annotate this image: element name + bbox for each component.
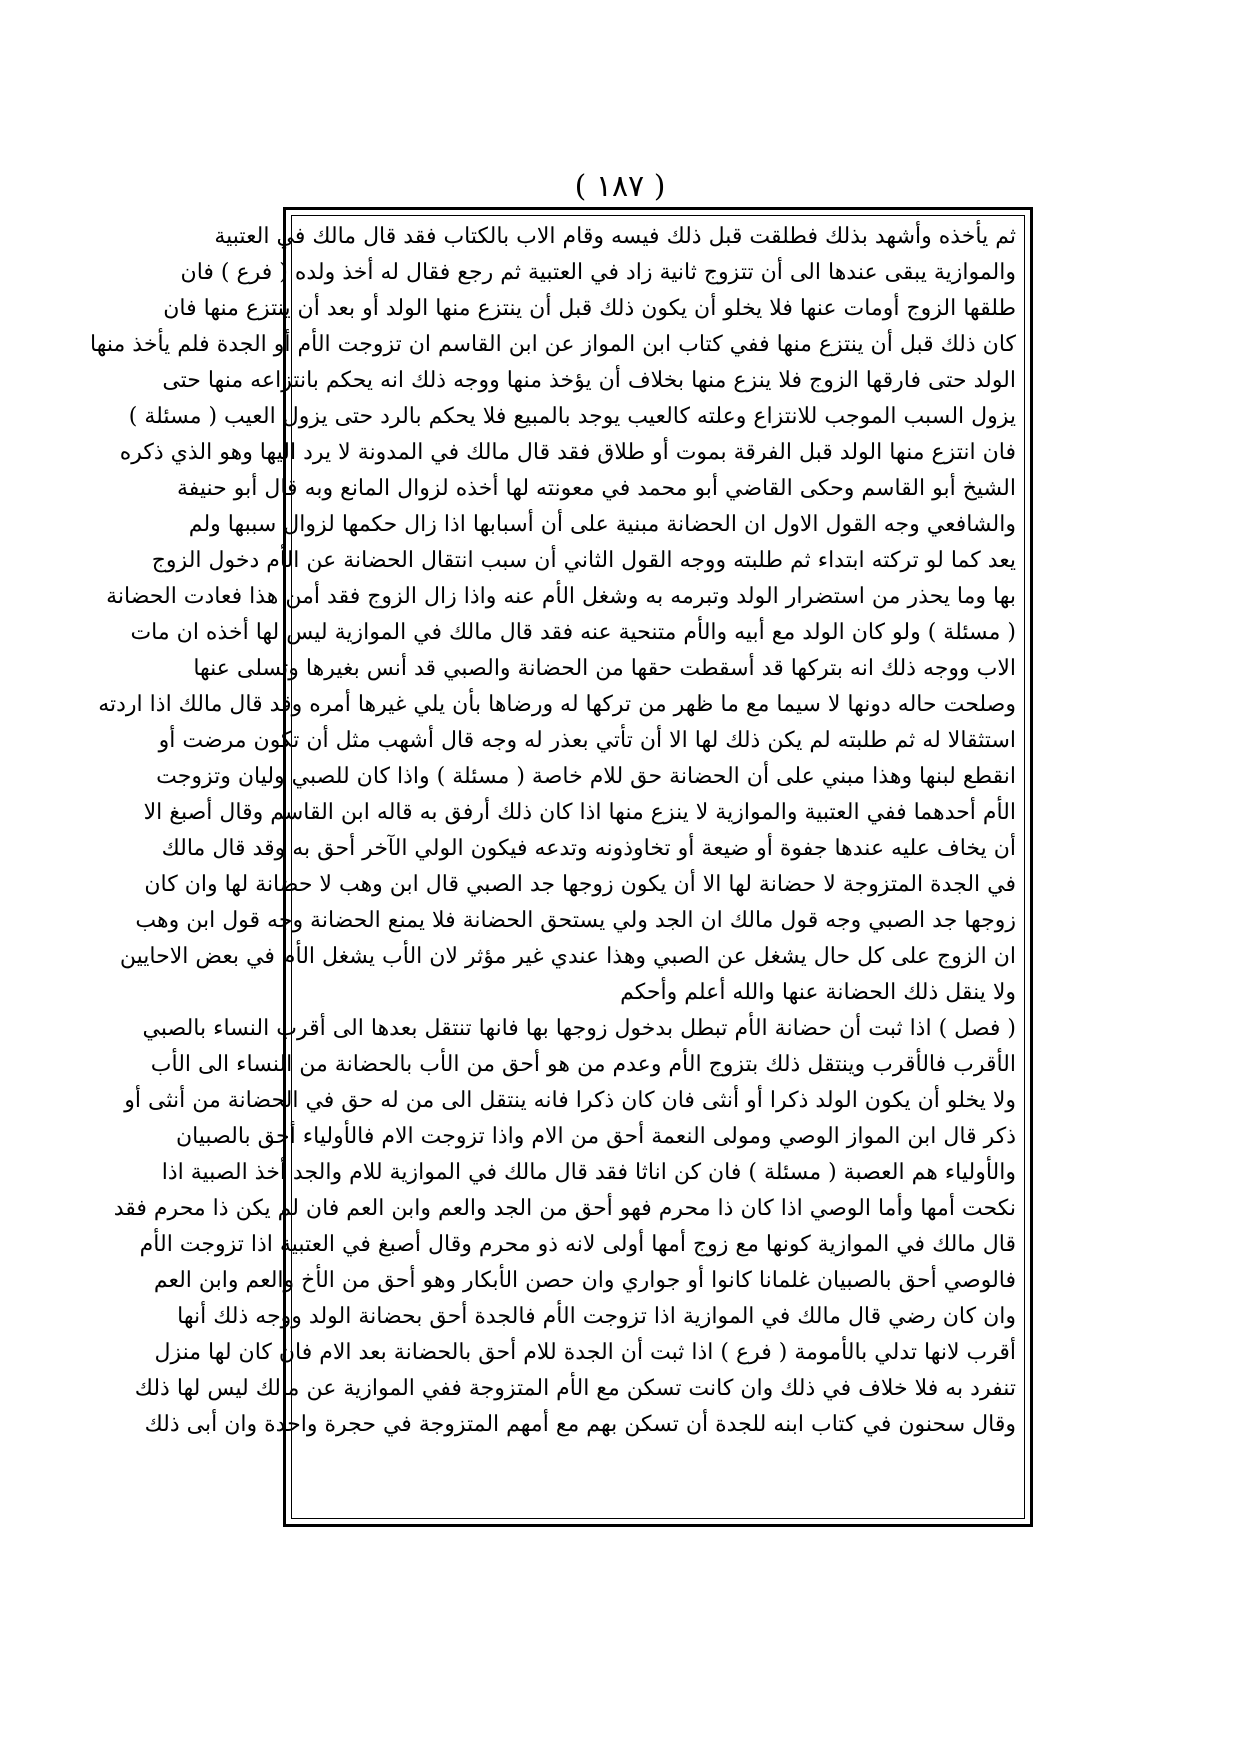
body-text [90,219,1016,1515]
text-line: يزول السبب الموجب للانتزاع وعلته كالعيب يوجد بالمبيع فلا يحكم بالرد حتى يزول العيب ( مسئلة ) [128,404,1016,429]
text-line: وان كان رضي قال مالك في الموازية اذا تزوجت الأم فالجدة أحق بحضانة الولد ووجه ذلك أنها [177,1304,1016,1329]
text-line: وقال سحنون في كتاب ابنه للجدة أن تسكن بهم مع أمهم المتزوجة في حجرة واحدة وان أبى ذلك [144,1412,1016,1437]
text-line: فالوصي أحق بالصبيان غلمانا كانوا أو جواري وان حصن الأبكار وهو أحق من الأخ والعم وابن العم [153,1268,1016,1293]
text-line: ثم يأخذه وأشهد بذلك فطلقت قبل ذلك فيسه وقام الاب بالكتاب فقد قال مالك في العتبية [214,224,1016,249]
text-line: ولا يخلو أن يكون الولد ذكرا أو أنثى فان كان ذكرا فانه ينتقل الى من له حق في الحضانة من أنثى أو [124,1088,1016,1113]
text-line: الشيخ أبو القاسم وحكى القاضي أبو محمد في معونته لها أخذه لزوال المانع وبه قال أبو حنيفة [176,476,1016,501]
text-line: ( مسئلة ) ولو كان الولد مع أبيه والأم متنحية عنه فقد قال مالك في الموازية ليس لها أخذه ان مات [130,620,1016,645]
page-number: ( ١٨٧ ) [574,169,666,204]
text-line: ولا ينقل ذلك الحضانة عنها والله أعلم وأحكم [620,980,1016,1005]
text-line: وصلحت حاله دونها لا سيما مع ما ظهر من تركها له ورضاها بأن يلي غيرها أمره وقد قال مالك اذا اردته [98,692,1016,717]
text-line: يعد كما لو تركته ابتداء ثم طلبته ووجه القول الثاني أن سبب انتقال الحضانة عن الأم دخول الزوج [151,548,1016,573]
text-line: استثقالا له ثم طلبته لم يكن ذلك لها الا أن تأتي بعذر له وجه قال أشهب مثل أن تكون مرضت أو [158,728,1016,753]
text-line: والشافعي وجه القول الاول ان الحضانة مبنية على أن أسبابها اذا زال حكمها لزوال سببها ولم [188,512,1016,537]
text-line: نكحت أمها وأما الوصي اذا كان ذا محرم فهو أحق من الجد والعم وابن العم فان لم يكن ذا محرم فقد [113,1196,1016,1221]
text-line: ( فصل ) اذا ثبت أن حضانة الأم تبطل بدخول زوجها بها فانها تنتقل بعدها الى أقرب النساء بالصبي [142,1016,1016,1041]
text-line: ان الزوج على كل حال يشغل عن الصبي وهذا عندي غير مؤثر لان الأب يشغل الأم في بعض الاحايين [119,944,1016,969]
text-line: تنفرد به فلا خلاف في ذلك وان كانت تسكن مع الأم المتزوجة ففي الموازية عن مالك ليس لها ذلك [134,1376,1016,1401]
text-line: الولد حتى فارقها الزوج فلا ينزع منها بخلاف أن يؤخذ منها ووجه ذلك انه يحكم بانتزاعه منها حتى [162,368,1016,393]
text-line: والأولياء هم العصبة ( مسئلة ) فان كن اناثا فقد قال مالك في الموازية للام والجد أخذ الصبية اذا [161,1160,1016,1185]
text-line: أن يخاف عليه عندها جفوة أو ضيعة أو تخاوذونه وتدعه فيكون الولي الآخر أحق به وقد قال مالك [161,836,1016,861]
text-line: انقطع لبنها وهذا مبني على أن الحضانة حق للام خاصة ( مسئلة ) واذا كان للصبي وليان وتزوجت [156,764,1016,789]
text-line: قال مالك في الموازية كونها مع زوج أمها أولى لانه ذو محرم وقال أصبغ في العتبية اذا تزوجت الأم [139,1232,1016,1257]
text-line: بها وما يحذر من استضرار الولد وتبرمه به وشغل الأم عنه واذا زال الزوج فقد أمن هذا فعادت الحضانة [106,584,1016,609]
text-line: في الجدة المتزوجة لا حضانة لها الا أن يكون زوجها جد الصبي قال ابن وهب لا حضانة لها وان كان [144,872,1016,897]
text-line: ذكر قال ابن المواز الوصي ومولى النعمة أحق من الام واذا تزوجت الام فالأولياء أحق بالصبيان [175,1124,1016,1149]
text-line: زوجها جد الصبي وجه قول مالك ان الجد ولي يستحق الحضانة فلا يمنع الحضانة وجه قول ابن وهب [135,908,1016,933]
text-line: كان ذلك قبل أن ينتزع منها ففي كتاب ابن المواز عن ابن القاسم ان تزوجت الأم أو الجدة فلم يأخذ منها [90,332,1016,357]
text-line: الاب ووجه ذلك انه بتركها قد أسقطت حقها من الحضانة والصبي قد أنس بغيرها وتسلى عنها [193,656,1016,681]
text-line: الأقرب فالأقرب وينتقل ذلك بتزوج الأم وعدم من هو أحق من الأب بالحضانة من النساء الى الأب [150,1052,1016,1077]
text-line: والموازية يبقى عندها الى أن تتزوج ثانية زاد في العتبية ثم رجع فقال له أخذ ولده ( فرع ) فان [180,260,1016,285]
text-line: أقرب لانها تدلي بالأمومة ( فرع ) اذا ثبت أن الجدة للام أحق بالحضانة بعد الام فان كان لها منزل [154,1340,1016,1365]
text-line: فان انتزع منها الولد قبل الفرقة بموت أو طلاق فقد قال مالك في المدونة لا يرد اليها وهو الذي ذكره [119,440,1016,465]
text-line: طلقها الزوج أومات عنها فلا يخلو أن يكون ذلك قبل أن ينتزع منها الولد أو بعد أن ينتزع منها فان [163,296,1016,321]
text-line: الأم أحدهما ففي العتبية والموازية لا ينزع منها اذا كان ذلك أرفق به قاله ابن القاسم وقال أصبغ الا [143,800,1016,825]
